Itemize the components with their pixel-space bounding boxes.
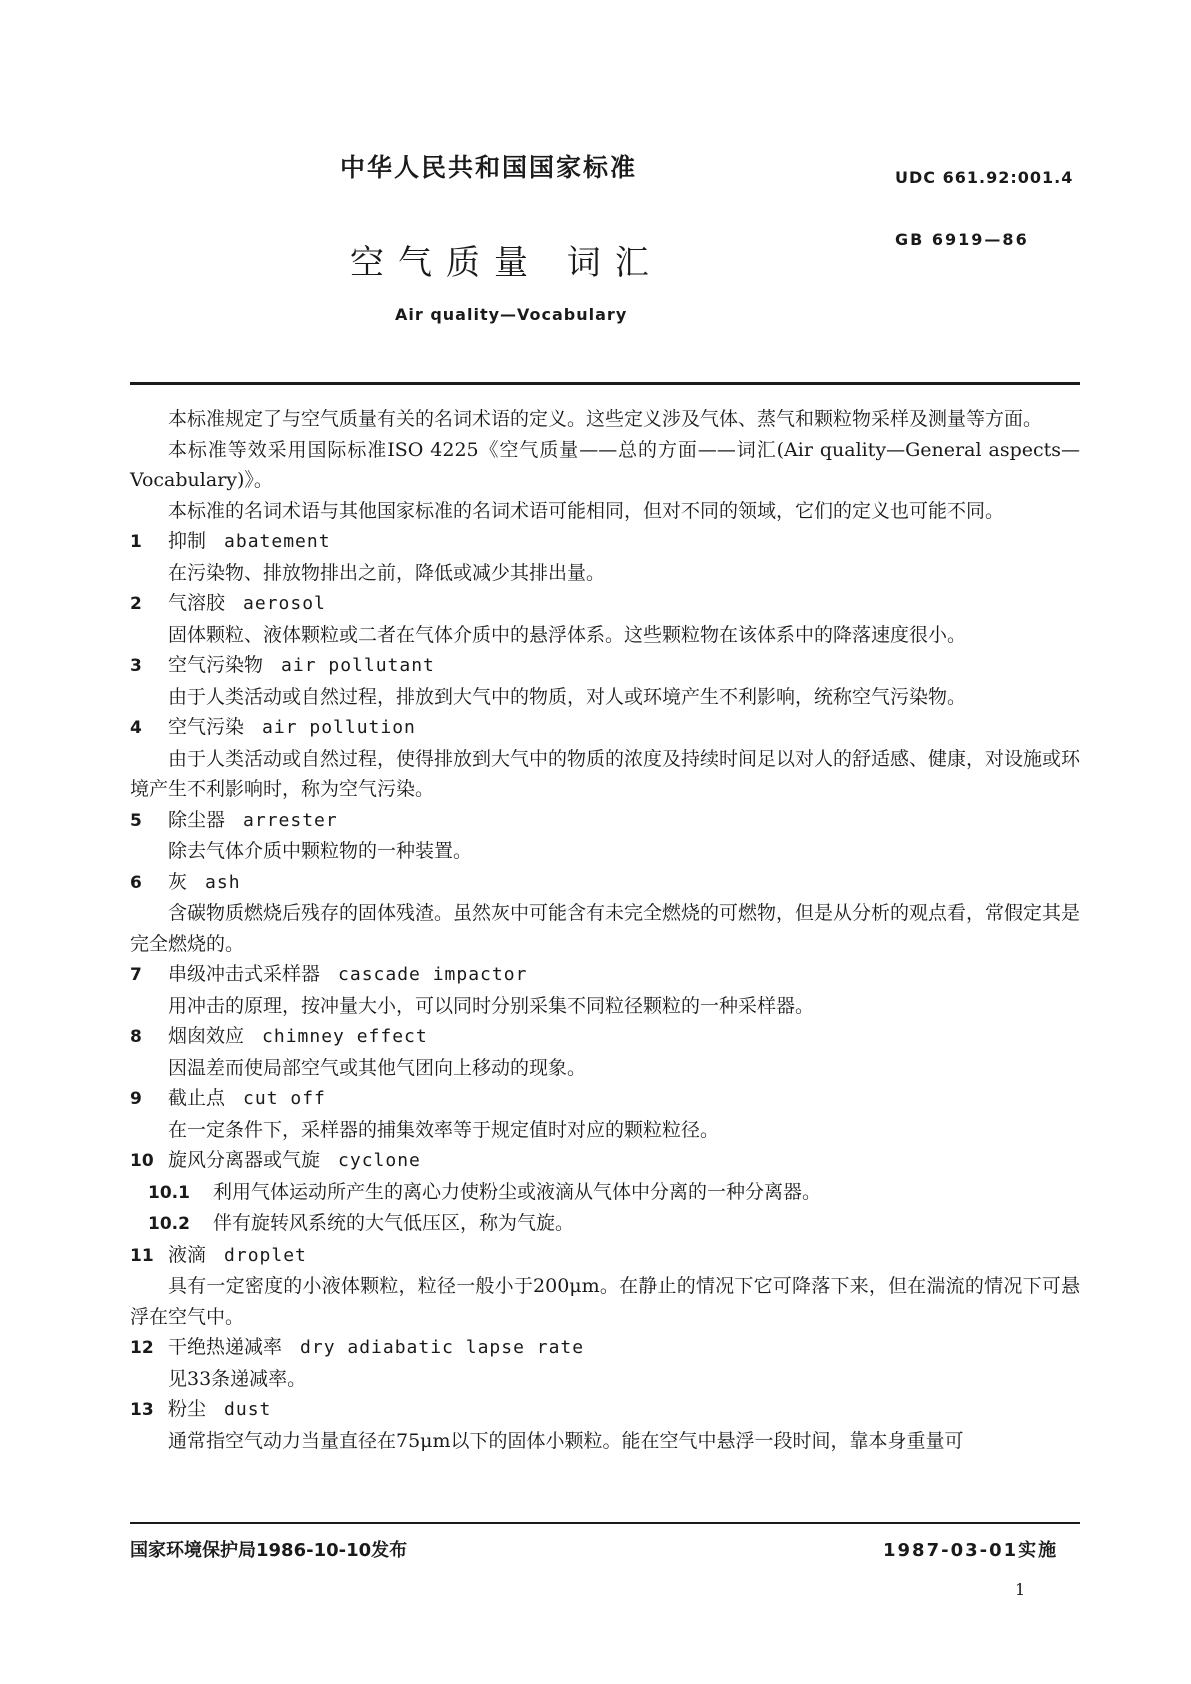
page-number: 1 xyxy=(1015,1580,1026,1599)
term-number: 7 xyxy=(130,965,142,985)
term-definition: 在一定条件下，采样器的捕集效率等于规定值时对应的颗粒粒径。 xyxy=(168,1118,720,1141)
term-cn: 液滴 xyxy=(168,1243,207,1266)
term-en: ash xyxy=(205,871,241,893)
subclause-number: 10.1 xyxy=(148,1182,190,1203)
term-en: cyclone xyxy=(338,1150,421,1171)
term-heading xyxy=(130,1083,1080,1115)
term-en: arrester xyxy=(243,809,338,831)
term-number: 9 xyxy=(130,1089,142,1109)
term-heading xyxy=(130,959,1080,991)
subclause-text: 伴有旋转风系统的大气低压区，称为气旋。 xyxy=(213,1212,575,1234)
term-number: 10 xyxy=(130,1151,154,1171)
term-heading xyxy=(130,1240,1080,1272)
term-cn: 抑制 xyxy=(168,530,207,552)
term-en: air pollutant xyxy=(281,655,435,676)
term-cn: 干绝热递减率 xyxy=(168,1336,283,1358)
term-en: cascade impactor xyxy=(338,964,528,985)
term-definition: 固体颗粒、液体颗粒或二者在气体介质中的悬浮体系。这些颗粒物在该体系中的降落速度很小。 xyxy=(168,623,967,646)
term-number: 6 xyxy=(130,872,142,893)
term-en: dust xyxy=(224,1399,272,1420)
term-cn: 旋风分离器或气旋 xyxy=(168,1149,321,1171)
term-heading xyxy=(130,1394,1080,1426)
term-heading xyxy=(130,1332,1080,1364)
term-number: 12 xyxy=(130,1338,154,1358)
intro-paragraph: 本标准等效采用国际标准ISO 4225《空气质量——总的方面——词汇(Air quality—General aspects—Vocabulary)》。 xyxy=(130,438,1080,491)
intro-paragraph: 本标准的名词术语与其他国家标准的名词术语可能相同，但对不同的领域，它们的定义也可能不同。 xyxy=(168,499,1005,522)
term-number: 8 xyxy=(130,1027,142,1047)
term-number: 13 xyxy=(130,1400,154,1420)
term-number: 1 xyxy=(130,532,142,552)
term-definition: 见33条递减率。 xyxy=(168,1367,307,1390)
term-heading xyxy=(130,805,1080,837)
term-heading xyxy=(130,712,1080,744)
term-heading xyxy=(130,1021,1080,1053)
term-definition: 用冲击的原理，按冲量大小，可以同时分别采集不同粒径颗粒的一种采样器。 xyxy=(168,994,815,1017)
term-cn: 灰 xyxy=(168,870,188,893)
term-en: cut off xyxy=(243,1088,326,1109)
term-definition: 由于人类活动或自然过程，排放到大气中的物质，对人或环境产生不利影响，统称空气污染物。 xyxy=(168,685,967,708)
term-en: air pollution xyxy=(262,717,416,738)
country-standard-heading: 中华人民共和国国家标准 xyxy=(340,153,638,182)
term-cn: 粉尘 xyxy=(168,1398,207,1420)
term-en: droplet xyxy=(224,1244,307,1266)
term-cn: 截止点 xyxy=(168,1087,226,1109)
term-number: 2 xyxy=(130,594,142,614)
term-definition: 含碳物质燃烧后残存的固体残渣。虽然灰中可能含有未完全燃烧的可燃物，但是从分析的观点看，常假定其是完全燃烧的。 xyxy=(130,902,1081,955)
term-heading xyxy=(130,588,1080,620)
issue-date: 国家环境保护局1986-10-10发布 xyxy=(130,1540,408,1561)
term-number: 3 xyxy=(130,656,142,676)
term-heading xyxy=(130,867,1080,899)
document-title-en: Air quality—Vocabulary xyxy=(395,305,628,324)
term-en: dry adiabatic lapse rate xyxy=(300,1337,585,1358)
term-definition: 通常指空气动力当量直径在75μm以下的固体小颗粒。能在空气中悬浮一段时间，靠本身重量可 xyxy=(168,1429,964,1452)
term-definition: 具有一定密度的小液体颗粒，粒径一般小于200μm。在静止的情况下它可降落下来，但在湍流的情况下可悬浮在空气中。 xyxy=(130,1275,1080,1328)
term-definition: 因温差而使局部空气或其他气团向上移动的现象。 xyxy=(168,1056,587,1079)
term-en: aerosol xyxy=(243,593,326,614)
header-divider xyxy=(130,382,1080,385)
term-heading xyxy=(130,1145,1080,1177)
subclause-text: 利用气体运动所产生的离心力使粉尘或液滴从气体中分离的一种分离器。 xyxy=(213,1180,822,1203)
term-number: 11 xyxy=(130,1245,154,1266)
term-en: abatement xyxy=(224,531,331,552)
term-heading xyxy=(130,526,1080,558)
term-cn: 空气污染 xyxy=(168,716,245,738)
subclause xyxy=(130,1208,1080,1240)
intro-paragraph: 本标准规定了与空气质量有关的名词术语的定义。这些定义涉及气体、蒸气和颗粒物采样及测量等方面。 xyxy=(168,408,1043,430)
term-cn: 烟囱效应 xyxy=(168,1025,245,1047)
term-definition: 在污染物、排放物排出之前，降低或减少其排出量。 xyxy=(168,561,606,584)
term-cn: 气溶胶 xyxy=(168,592,226,614)
term-number: 5 xyxy=(130,810,142,831)
document-body xyxy=(130,404,1080,1456)
footer-divider xyxy=(130,1522,1080,1524)
effective-date: 1987-03-01实施 xyxy=(883,1540,1059,1561)
term-number: 4 xyxy=(130,718,142,738)
subclause xyxy=(130,1177,1080,1209)
term-definition: 除去气体介质中颗粒物的一种装置。 xyxy=(168,840,473,862)
gb-standard-code: GB 6919—86 xyxy=(895,230,1029,249)
term-cn: 串级冲击式采样器 xyxy=(168,963,321,985)
term-heading xyxy=(130,650,1080,682)
term-en: chimney effect xyxy=(262,1026,428,1047)
term-definition: 由于人类活动或自然过程，使得排放到大气中的物质的浓度及持续时间足以对人的舒适感、健康，对设施或环境产生不利影响时，称为空气污染。 xyxy=(130,747,1081,800)
document-title-cn: 空气质量 词汇 xyxy=(350,243,663,283)
term-cn: 除尘器 xyxy=(168,808,226,831)
udc-code: UDC 661.92:001.4 xyxy=(895,168,1074,187)
subclause-number: 10.2 xyxy=(148,1214,190,1234)
term-cn: 空气污染物 xyxy=(168,654,264,676)
